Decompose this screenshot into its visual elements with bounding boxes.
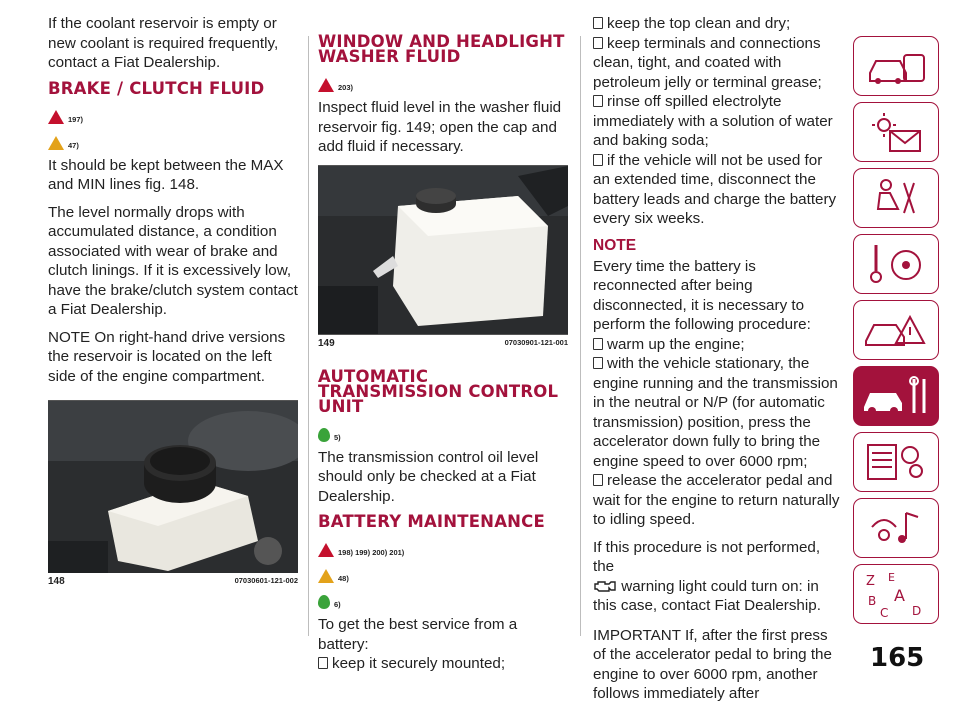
column-1 bbox=[48, 14, 298, 587]
brake-clutch-heading: BRAKE / CLUTCH FLUID bbox=[48, 78, 265, 98]
bullet-icon bbox=[593, 474, 603, 486]
specifications-icon bbox=[854, 433, 938, 491]
transmission-text: The transmission control oil level should only be checked at a Fiat Dealership. bbox=[318, 448, 539, 505]
washer-text: Inspect fluid level in the washer fluid reservoir fig. 149; open the cap and add fluid if necessary. bbox=[318, 99, 562, 155]
caution-triangle-icon bbox=[318, 569, 334, 583]
tab-warning-lights[interactable] bbox=[853, 102, 939, 162]
brake-level-text: It should be kept between the MAX and MIN lines fig. 148. bbox=[48, 156, 284, 193]
environment-ref: 5) bbox=[334, 432, 341, 442]
column-3 bbox=[593, 14, 843, 712]
bullet-icon bbox=[318, 657, 328, 669]
battery-intro-text: To get the best service from a battery: bbox=[318, 616, 518, 653]
column-2 bbox=[318, 14, 568, 674]
figure-number: 149 bbox=[318, 337, 335, 349]
svg-text:D: D bbox=[912, 604, 922, 618]
page-number: 165 bbox=[870, 643, 925, 673]
figure-caption bbox=[318, 338, 568, 349]
caution-ref-row bbox=[48, 130, 298, 150]
bullet-icon bbox=[593, 154, 603, 166]
note-text: Every time the battery is reconnected after being disconnected, it is necessary to perform the following procedure: bbox=[593, 257, 811, 333]
index-icon bbox=[854, 565, 938, 623]
bullet-icon bbox=[593, 338, 603, 350]
warning-triangle-icon bbox=[318, 78, 334, 92]
bullet-icon bbox=[593, 37, 603, 49]
tab-multimedia[interactable] bbox=[853, 498, 939, 558]
figure-code: 07030601-121-002 bbox=[234, 576, 298, 585]
bullet-icon bbox=[593, 95, 603, 107]
tab-steering-key[interactable] bbox=[853, 234, 939, 294]
engine-warning-light-icon bbox=[593, 579, 617, 593]
environment-leaf-icon bbox=[318, 428, 330, 442]
warning-ref-row bbox=[318, 72, 568, 92]
warning-ref: 198) 199) 200) 201) bbox=[338, 548, 405, 557]
coolant-intro-text: If the coolant reservoir is empty or new coolant is required frequently, contact a Fiat Dealership. bbox=[48, 15, 279, 71]
tab-seat-airbag[interactable] bbox=[853, 168, 939, 228]
important-text: IMPORTANT If, after the first press of the accelerator pedal to bring the engine to over 6000 rpm, another follows immediately after bbox=[593, 626, 832, 702]
warning-lights-icon bbox=[854, 103, 938, 161]
svg-text:E: E bbox=[888, 571, 895, 584]
bullet-icon bbox=[593, 17, 603, 29]
brake-wear-text: The level normally drops with accumulated distance, a condition associated with wear of brake and clutch linings. If it is excessively low, have the brake/clutch system contact a Fiat Dealership. bbox=[48, 203, 298, 318]
washer-fluid-heading: WINDOW AND HEADLIGHT WASHER FLUID bbox=[318, 32, 565, 66]
figure-149 bbox=[318, 165, 568, 349]
seat-airbag-icon bbox=[854, 169, 938, 227]
washer-reservoir-photo bbox=[318, 166, 568, 334]
tab-car-emergency[interactable] bbox=[853, 300, 939, 360]
tab-car-dashboard[interactable] bbox=[853, 36, 939, 96]
brake-reservoir-photo bbox=[48, 401, 298, 573]
list-item: with the vehicle stationary, the engine running and the transmission in the neutral or N/P (for automatic transmission) position, press the accelerator down fully to bring the engine speed to over 6000 rpm; bbox=[593, 355, 838, 470]
list-item: rinse off spilled electrolyte immediately with a solution of water and baking soda; bbox=[593, 93, 833, 149]
battery-heading: BATTERY MAINTENANCE bbox=[318, 512, 545, 531]
warning-triangle-icon bbox=[48, 110, 64, 124]
environment-ref-row bbox=[318, 422, 568, 442]
washer-reservoir-illustration bbox=[318, 166, 568, 334]
warning-ref-row bbox=[318, 537, 568, 557]
figure-bottom-rule bbox=[318, 334, 568, 335]
brake-reservoir-illustration bbox=[48, 401, 298, 573]
environment-ref: 6) bbox=[334, 600, 341, 609]
steering-key-icon bbox=[854, 235, 938, 293]
caution-triangle-icon bbox=[48, 136, 64, 150]
svg-text:C: C bbox=[880, 606, 889, 620]
car-emergency-icon bbox=[854, 301, 938, 359]
note-heading: NOTE bbox=[593, 236, 637, 254]
warning-triangle-icon bbox=[318, 543, 334, 557]
svg-text:B: B bbox=[868, 594, 877, 608]
list-item: keep it securely mounted; bbox=[318, 654, 568, 674]
warning-ref: 203) bbox=[338, 83, 354, 92]
bullet-icon bbox=[593, 357, 603, 369]
list-item: if the vehicle will not be used for an extended time, disconnect the battery leads and charge the battery every six weeks. bbox=[593, 151, 837, 227]
list-item: keep the top clean and dry; bbox=[593, 14, 843, 34]
tab-index[interactable] bbox=[853, 564, 939, 624]
tab-specifications[interactable] bbox=[853, 432, 939, 492]
list-item: keep terminals and connections clean, tight, and coated with petroleum jelly or terminal grease; bbox=[593, 34, 822, 91]
figure-code: 07030901-121-001 bbox=[504, 337, 568, 347]
svg-text:Z: Z bbox=[866, 574, 875, 589]
warning-ref-row bbox=[48, 104, 298, 124]
transmission-heading: AUTOMATIC TRANSMISSION CONTROL UNIT bbox=[318, 366, 559, 416]
car-dashboard-icon bbox=[854, 37, 938, 95]
rhd-note-text: NOTE On right-hand drive versions the reservoir is located on the left side of the engine compartment. bbox=[48, 328, 286, 385]
environment-leaf-icon bbox=[318, 595, 330, 609]
caution-ref: 48) bbox=[338, 574, 349, 583]
caution-ref-row bbox=[318, 563, 568, 583]
caution-ref: 47) bbox=[68, 140, 79, 150]
environment-ref-row bbox=[318, 589, 568, 609]
list-item: warm up the engine; bbox=[593, 335, 843, 355]
tab-car-maintenance[interactable] bbox=[853, 366, 939, 426]
column-divider bbox=[580, 36, 581, 636]
multimedia-icon bbox=[854, 499, 938, 557]
list-item: release the accelerator pedal and wait for the engine to return naturally to idling speed. bbox=[593, 472, 840, 528]
procedure-warning-text: If this procedure is not performed, the warning light could turn on: in this case, contact Fiat Dealership. bbox=[593, 538, 821, 614]
figure-148 bbox=[48, 400, 298, 587]
column-divider bbox=[308, 36, 309, 636]
warning-ref: 197) bbox=[68, 114, 84, 124]
svg-text:A: A bbox=[894, 586, 905, 605]
car-maintenance-icon bbox=[854, 367, 938, 425]
figure-caption bbox=[48, 576, 298, 587]
figure-number: 148 bbox=[48, 576, 65, 587]
